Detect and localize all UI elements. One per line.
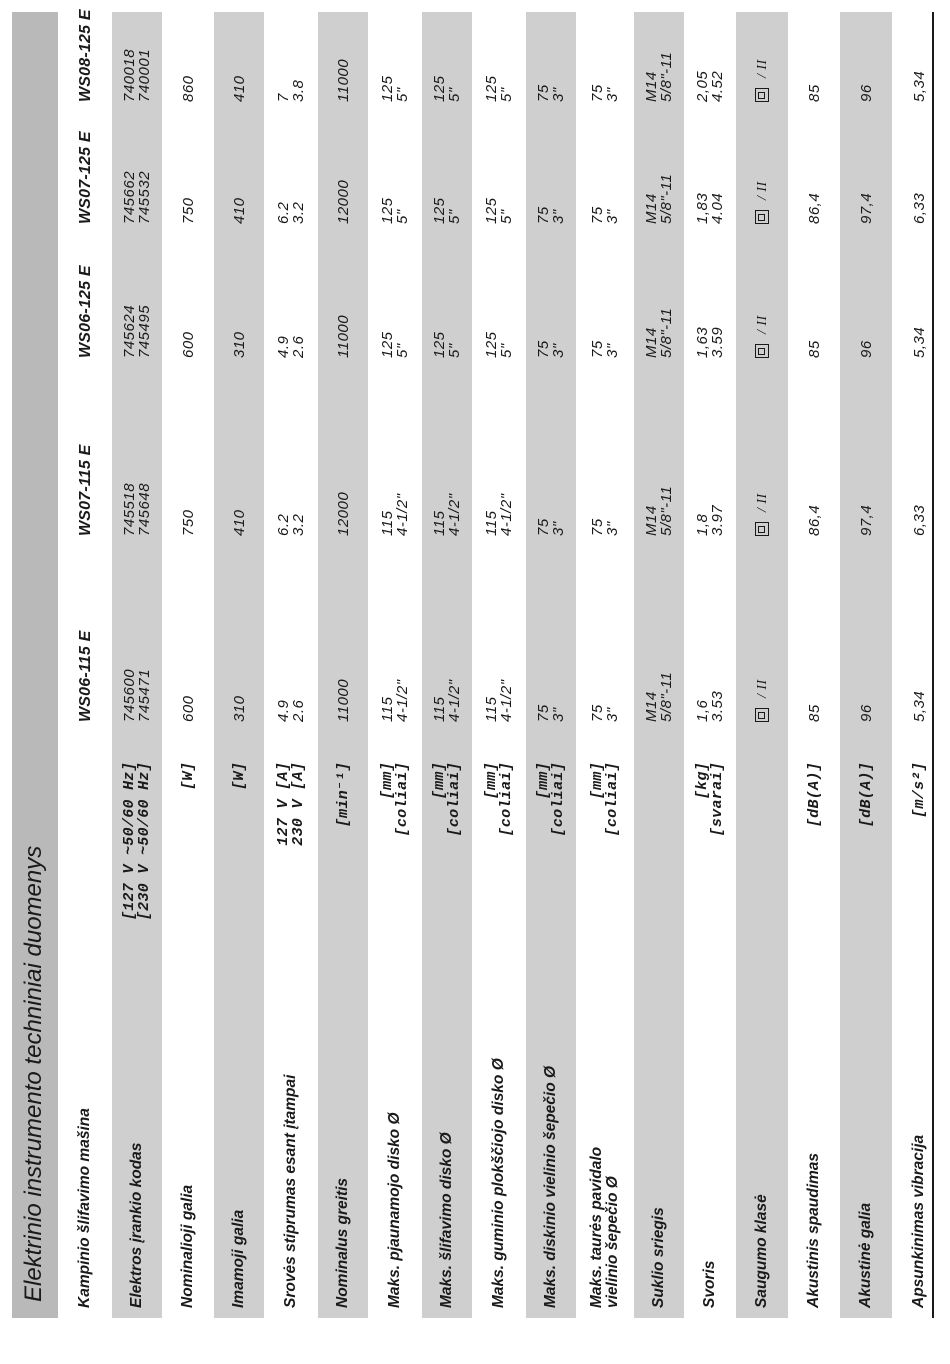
row-label: Maks. guminio plokščiojo disko Ø (490, 1058, 507, 1308)
row-value (736, 84, 788, 224)
row-value: 125 5" (483, 197, 515, 224)
row-value: 6.2 3.2 (275, 513, 307, 536)
row-unit: [dB(A)] (805, 762, 823, 828)
row-unit: [127 V ~50/60 Hz] [230 V ~50/60 Hz] (121, 762, 153, 921)
row-label: Imamoji galia (230, 1209, 247, 1308)
row-value (736, 218, 788, 358)
page-title: Elektrinio instrumento techniniai duomenys (20, 845, 47, 1302)
table-header-row (58, 9, 112, 1318)
row-value (736, 582, 788, 722)
row-value: 96 (857, 704, 875, 722)
row-value: 115 4-1/2" (483, 493, 515, 536)
row-value: 75 3" (589, 206, 621, 224)
protection-class (755, 181, 770, 224)
row-value: 115 4-1/2" (483, 679, 515, 722)
row-label: Maks. šlifavimo disko Ø (438, 1132, 455, 1308)
row-value (736, 396, 788, 536)
row-label: Akustinė galia (857, 1202, 874, 1308)
table-row (788, 12, 840, 1318)
header-label: Kampinio šlifavimo mašina (76, 1108, 93, 1308)
row-unit: 127 V [A] 230 V [A] (275, 762, 307, 846)
row-value: 75 3" (589, 704, 621, 722)
row-value: 75 3" (535, 518, 567, 536)
row-value: 5,34 (910, 690, 928, 722)
row-value: 11000 (334, 58, 352, 102)
row-value: 600 (179, 695, 197, 722)
row-value: 115 4-1/2" (431, 493, 463, 536)
row-unit: [mm] [coliai] (535, 762, 567, 837)
row-label: Maks. pjaunamojo disko Ø (386, 1112, 403, 1308)
table-body (58, 9, 946, 1318)
row-value: 125 5" (483, 331, 515, 358)
row-value: 115 4-1/2" (379, 679, 411, 722)
row-value: 75 3" (589, 84, 621, 102)
table-row (892, 12, 946, 1318)
protection-class-text: / II (754, 315, 770, 334)
row-value: 125 5" (431, 75, 463, 102)
row-value: 750 (179, 197, 197, 224)
row-value: 11000 (334, 678, 352, 722)
table-row (634, 12, 684, 1318)
protection-class-text: / II (754, 59, 770, 78)
row-value: 5,34 (910, 326, 928, 358)
row-value: 6,33 (910, 504, 928, 536)
double-insulation-icon (755, 522, 769, 536)
row-value: 5,34 (910, 70, 928, 102)
row-value: 115 4-1/2" (431, 679, 463, 722)
row-value: 125 5" (431, 197, 463, 224)
row-unit: [mm] [coliai] (379, 762, 411, 837)
table-row (576, 12, 634, 1318)
row-value: M14 5/8"-11 (643, 307, 675, 358)
protection-class (755, 493, 770, 536)
row-label: Apsunkinimas vibracija (910, 1134, 927, 1308)
row-unit: [dB(A)] (857, 762, 875, 828)
row-value: 75 3" (589, 518, 621, 536)
row-label: Suklio sriegis (650, 1207, 667, 1308)
double-insulation-icon (755, 708, 769, 722)
row-value: 860 (179, 75, 197, 102)
table-row (112, 12, 162, 1318)
row-value: 745624 745495 (121, 304, 153, 358)
row-value: 745518 745648 (121, 482, 153, 536)
row-label: Nominalus greitis (334, 1177, 351, 1308)
protection-class (755, 679, 770, 722)
model-name: WS07-115 E (76, 444, 94, 536)
row-value: 1,6 3.53 (694, 690, 726, 722)
row-value: 2,05 4.52 (694, 70, 726, 102)
row-unit: [min⁻¹] (334, 762, 352, 828)
table-row (526, 12, 576, 1318)
row-value: 125 5" (483, 75, 515, 102)
row-value: 310 (230, 695, 248, 722)
row-value: 96 (857, 340, 875, 358)
row-value: 75 3" (535, 84, 567, 102)
row-value: 745600 745471 (121, 668, 153, 722)
row-value: 86,4 (805, 192, 823, 224)
protection-class (755, 59, 770, 102)
row-value: 97,4 (857, 192, 875, 224)
row-value: 85 (805, 340, 823, 358)
row-label: Elektros įrankio kodas (128, 1142, 145, 1308)
model-name: WS07-125 E (76, 131, 94, 224)
row-value: 6,33 (910, 192, 928, 224)
row-label: Akustinis spaudimas (805, 1152, 822, 1308)
table-row (684, 12, 736, 1318)
row-value: 12000 (334, 179, 352, 224)
row-label: Svoris (701, 1260, 718, 1308)
row-value: 410 (230, 509, 248, 536)
row-value: M14 5/8"-11 (643, 671, 675, 722)
row-value: 6.2 3.2 (275, 201, 307, 224)
row-value: 410 (230, 75, 248, 102)
row-value (736, 12, 788, 102)
row-label: Maks. taurės pavidalo vielinio šepečio Ø (588, 1146, 621, 1308)
row-value: M14 5/8"-11 (643, 485, 675, 536)
table-row (840, 12, 892, 1318)
table-row (264, 12, 318, 1318)
row-unit (736, 750, 788, 1040)
row-label: Nominalioji galia (179, 1184, 196, 1308)
row-value: M14 5/8"-11 (643, 173, 675, 224)
row-value: 4.9 2.6 (275, 335, 307, 358)
row-value: 1,63 3.59 (694, 326, 726, 358)
protection-class (755, 315, 770, 358)
row-label: Srovės stiprumas esant įtampai (282, 1074, 299, 1308)
table-row (214, 12, 264, 1318)
table-row (162, 12, 214, 1318)
row-value: 115 4-1/2" (379, 493, 411, 536)
row-unit: [m/s²] (910, 762, 928, 818)
row-value: 125 5" (431, 331, 463, 358)
row-value: 75 3" (535, 206, 567, 224)
row-unit (634, 750, 684, 1040)
double-insulation-icon (755, 344, 769, 358)
row-value: 125 5" (379, 75, 411, 102)
row-value: 125 5" (379, 331, 411, 358)
table-row (422, 12, 472, 1318)
row-value: 750 (179, 509, 197, 536)
row-label: Maks. diskinio vielinio šepečio Ø (542, 1065, 559, 1308)
model-name: WS06-125 E (76, 265, 94, 358)
row-value: 7 3.8 (275, 79, 307, 102)
row-unit: [mm] [coliai] (483, 762, 515, 837)
protection-class-text: / II (754, 679, 770, 698)
table-row (368, 12, 422, 1318)
row-value: 97,4 (857, 504, 875, 536)
row-unit: [W] (179, 762, 197, 790)
row-value: 12000 (334, 491, 352, 536)
model-name: WS08-125 E (76, 9, 94, 102)
row-value: M14 5/8"-11 (643, 51, 675, 102)
title-bar (12, 12, 58, 1318)
row-value: 86,4 (805, 504, 823, 536)
double-insulation-icon (755, 88, 769, 102)
protection-class-text: / II (754, 493, 770, 512)
row-value: 75 3" (535, 340, 567, 358)
row-unit: [kg] [svarai] (694, 762, 726, 837)
row-value: 1,8 3.97 (694, 504, 726, 536)
row-value: 11000 (334, 314, 352, 358)
row-value: 85 (805, 704, 823, 722)
row-value: 600 (179, 331, 197, 358)
row-value: 410 (230, 197, 248, 224)
row-value: 75 3" (589, 340, 621, 358)
table-row (318, 12, 368, 1318)
row-value: 745662 745532 (121, 170, 153, 224)
row-unit: [mm] [coliai] (431, 762, 463, 837)
row-value: 4.9 2.6 (275, 699, 307, 722)
row-label: Saugumo klasė (753, 1194, 770, 1308)
row-value: 125 5" (379, 197, 411, 224)
model-name: WS06-115 E (76, 630, 94, 722)
row-value: 740018 740001 (121, 48, 153, 102)
table-row (472, 12, 526, 1318)
row-unit: [mm] [coliai] (589, 762, 621, 837)
table-row (736, 12, 788, 1318)
row-value: 1,83 4.04 (694, 192, 726, 224)
row-value: 75 3" (535, 704, 567, 722)
protection-class-text: / II (754, 181, 770, 200)
row-value: 310 (230, 331, 248, 358)
row-value: 85 (805, 84, 823, 102)
spec-table (12, 9, 936, 1318)
row-unit: [W] (230, 762, 248, 790)
double-insulation-icon (755, 210, 769, 224)
row-value: 96 (857, 84, 875, 102)
bottom-rule (932, 12, 934, 1318)
